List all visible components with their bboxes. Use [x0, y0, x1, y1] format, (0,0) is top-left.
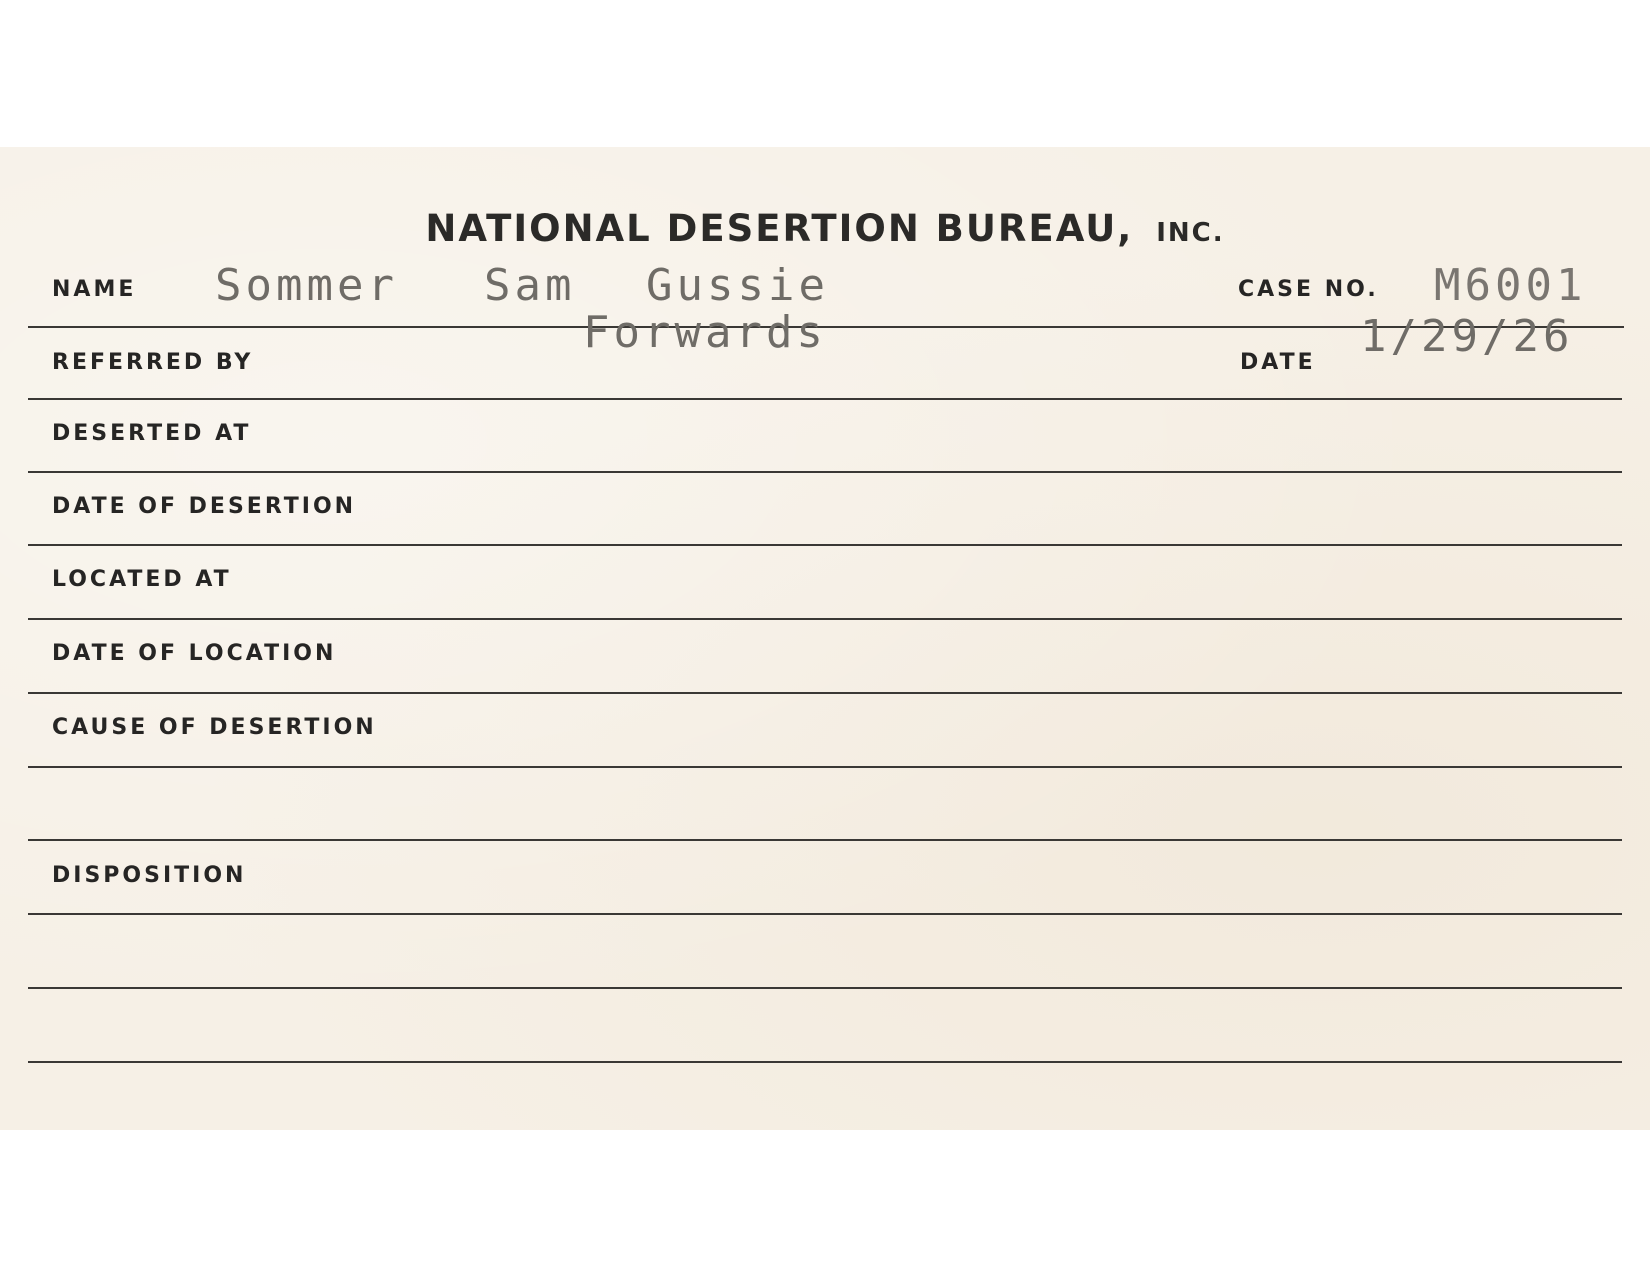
disposition-label: DISPOSITION [52, 863, 247, 888]
card-title-text: NATIONAL DESERTION BUREAU, [425, 207, 1134, 250]
case-no-value: M6001 [1434, 260, 1587, 311]
card-title [0, 207, 1650, 250]
card-title-suffix: INC. [1156, 218, 1225, 248]
located-at-rule [28, 618, 1622, 620]
name-first-value: Sam [484, 260, 576, 311]
case-no-label: CASE NO. [1238, 277, 1379, 302]
index-card [0, 147, 1650, 1130]
cause-continuation-rule [28, 839, 1622, 841]
located-at-label: LOCATED AT [52, 567, 232, 592]
date-of-location-label: DATE OF LOCATION [52, 641, 337, 666]
date-label: DATE [1240, 350, 1316, 375]
deserted-at-label: DESERTED AT [52, 421, 252, 446]
date-of-location-rule [28, 692, 1622, 694]
cause-of-desertion-rule [28, 766, 1622, 768]
disposition-continuation-rule-1 [28, 987, 1622, 989]
date-value: 1/29/26 [1360, 311, 1574, 362]
date-of-desertion-rule [28, 544, 1622, 546]
referred-by-value: Forwards [583, 307, 827, 358]
deserted-at-rule [28, 471, 1622, 473]
disposition-continuation-rule-2 [28, 1061, 1622, 1063]
referred-by-rule [28, 398, 1622, 400]
cause-of-desertion-label: CAUSE OF DESERTION [52, 715, 377, 740]
name-last-value: Sommer [215, 260, 398, 311]
disposition-rule [28, 913, 1622, 915]
name-label: NAME [52, 277, 137, 302]
name-other-value: Gussie [646, 260, 829, 311]
referred-by-label: REFERRED BY [52, 350, 254, 375]
date-of-desertion-label: DATE OF DESERTION [52, 494, 357, 519]
